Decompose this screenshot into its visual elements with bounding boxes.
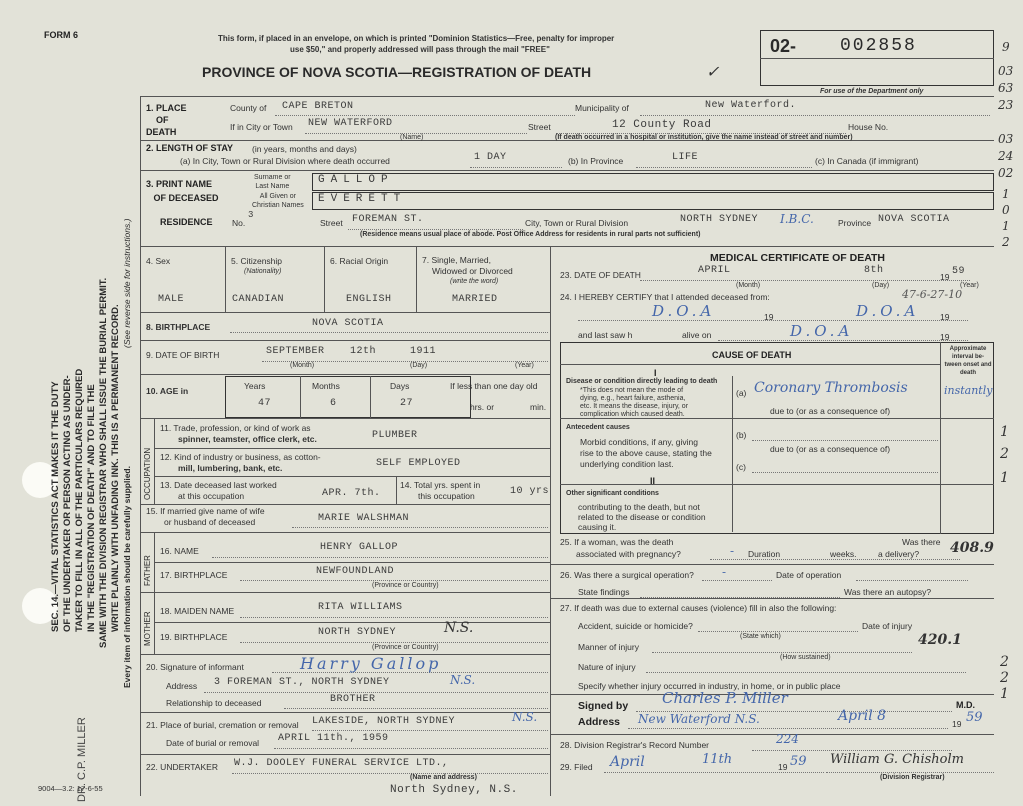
registrar-num: 224 <box>776 732 799 746</box>
morbid-1: Morbid conditions, if any, giving <box>580 437 698 447</box>
preg-label-1: 25. If a woman, was the death <box>560 537 674 547</box>
right-code-10: 2 <box>1002 235 1010 249</box>
date-injury-label: Date of injury <box>862 621 913 631</box>
alive-on-label: alive on <box>682 330 712 340</box>
last-saw-label: and last saw h <box>578 330 633 340</box>
given-box <box>312 192 994 210</box>
municipality-value: New Waterford. <box>705 100 797 111</box>
trade-value: PLUMBER <box>372 430 418 441</box>
burial-place: LAKESIDE, NORTH SYDNEY <box>312 716 456 727</box>
stay-b-label: (b) In Province <box>568 156 624 166</box>
house-label: House No. <box>848 122 889 132</box>
father-birthplace: NEWFOUNDLAND <box>316 566 395 577</box>
morbid-2: rise to the above cause, stating the <box>580 448 712 458</box>
filed-19: 19 <box>778 762 788 772</box>
filed-day: 11th <box>702 752 733 767</box>
municipality-label: Municipality of <box>575 103 629 113</box>
due-to-1: due to (or as a consequence of) <box>770 406 891 416</box>
med-code-5: 1 <box>1000 686 1009 702</box>
mother-hint: (Province or Country) <box>372 644 439 651</box>
days-label: Days <box>390 381 410 391</box>
mother-maiden: RITA WILLIAMS <box>318 602 403 613</box>
med-code-3: 2 <box>1000 654 1009 670</box>
min-label: min. <box>530 402 547 412</box>
marital-label-1: 7. Single, Married, <box>422 255 491 265</box>
margin-line-3: TAKER TO FILL IN ALL OF THE PARTICULARS REQUIRED <box>74 368 85 632</box>
father-side: FATHER <box>143 555 152 586</box>
cause-a-interval: instantly <box>944 384 993 397</box>
place-label: 1. PLACE OF DEATH <box>146 103 187 137</box>
manner-label: Manner of injury <box>578 642 639 652</box>
right-code-3: 23 <box>998 98 1014 112</box>
antecedent-label: Antecedent causes <box>566 424 630 431</box>
spouse-value: MARIE WALSHMAN <box>318 513 410 524</box>
city-label: If in City or Town <box>230 122 293 132</box>
residence-no: 3 <box>248 210 254 220</box>
right-code-0: 9 <box>1002 40 1010 54</box>
burial-place-label: 21. Place of burial, cremation or removal <box>146 720 299 730</box>
dob-month: SEPTEMBER <box>266 346 325 357</box>
attended-19: 19 <box>764 312 774 322</box>
residence-no-label: No. <box>232 218 246 228</box>
county-label: County of <box>230 103 267 113</box>
direct-label-1: Disease or condition directly leading to death <box>566 378 718 385</box>
informant-address-hand: N.S. <box>450 673 476 687</box>
informant-signature: Harry Gallop <box>300 654 442 673</box>
surgery-date-label: Date of operation <box>776 570 842 580</box>
spouse-label-1: 15. If married give name of wife <box>146 506 265 516</box>
father-birthplace-label: 17. BIRTHPLACE <box>160 570 228 580</box>
direct-label-4: etc. It means the disease, injury, or <box>580 403 689 410</box>
dob-day-hint: (Day) <box>410 362 428 369</box>
industry-label-1: 12. Kind of industry or business, as cotton- <box>160 452 321 462</box>
md-label: M.D. <box>956 700 975 710</box>
signed-label: Signed by <box>578 700 629 712</box>
burial-date: APRIL 11th., 1959 <box>278 733 389 744</box>
hospital-note: (If death occurred in a hospital or institution, give the name instead of street and number) <box>555 134 853 141</box>
right-code-4: 03 <box>998 132 1014 146</box>
reg-number: 002858 <box>840 36 917 56</box>
undertaker-label: 22. UNDERTAKER <box>146 762 218 772</box>
residence-city-label: City, Town or Rural Division <box>525 218 629 228</box>
filed-month: April <box>610 754 645 770</box>
death-date-year: 59 <box>952 266 966 277</box>
code-420: 420.1 <box>918 632 962 648</box>
right-code-6: 02 <box>998 166 1014 180</box>
total-label-1: 14. Total yrs. spent in <box>400 480 481 490</box>
physician-signature: Charles P. Miller <box>662 689 788 707</box>
filed-label: 29. Filed <box>560 762 593 772</box>
street-label: Street <box>528 122 551 132</box>
months-label: Months <box>312 381 340 391</box>
direct-label-3: dying, e.g., heart failure, asthenia, <box>580 395 686 402</box>
trade-label-1: 11. Trade, profession, or kind of work as <box>160 423 311 433</box>
filed-year: 59 <box>790 754 807 769</box>
informant-address-label: Address <box>166 681 198 691</box>
margin-line-6: WRITE PLAINLY WITH UNFADING INK. THIS IS A PERMANENT RECORD. <box>110 304 121 632</box>
other-1: contributing to the death, but not <box>578 502 700 512</box>
delivery-hand: 408.9 <box>950 540 994 556</box>
industry-value: SELF EMPLOYED <box>376 458 461 469</box>
duration-label: Duration <box>748 549 781 559</box>
margin-line-8: (See reverse side for instructions.) <box>122 218 132 348</box>
citizen-hint: (Nationality) <box>244 268 282 275</box>
state-which: (State which) <box>740 633 781 640</box>
death-year-hint: (Year) <box>960 282 979 289</box>
death-day-hint: (Day) <box>872 282 890 289</box>
cause-a-label: (a) <box>736 388 747 398</box>
stay-label: 2. LENGTH OF STAY <box>146 143 234 153</box>
right-code-2: 63 <box>998 81 1014 95</box>
registrar-num-label: 28. Division Registrar's Record Number <box>560 740 710 750</box>
alive-on-value: D.O.A <box>790 322 854 340</box>
death-date-19: 19 <box>940 272 950 282</box>
roman-1: I <box>654 368 657 378</box>
weeks-label: weeks. <box>830 549 857 559</box>
mail-notice-1: This form, if placed in an envelope, on which is printed "Dominion Statistics—Free, penalty for improper <box>218 34 615 43</box>
date-signed: April 8 <box>838 708 887 724</box>
form-number: FORM 6 <box>44 30 79 40</box>
specify-label: Specify whether injury occurred in industry, in home, or in public place <box>578 681 841 691</box>
last-worked-label-1: 13. Date deceased last worked <box>160 480 277 490</box>
doctor-name: DR. C.P. MILLER <box>76 717 88 802</box>
code-hand: 47-6-27-10 <box>902 288 963 301</box>
dob-day: 12th <box>350 346 377 357</box>
margin-line-7: Every item of information should be carefully supplied. <box>122 466 132 688</box>
spouse-label-2: or husband of deceased <box>164 517 256 527</box>
preg-value: - <box>730 544 735 558</box>
mother-birthplace: NORTH SYDNEY <box>318 627 397 638</box>
death-date-day: 8th <box>864 265 884 276</box>
cause-heading: CAUSE OF DEATH <box>712 350 792 360</box>
how-sustained: (How sustained) <box>780 654 831 661</box>
accident-label: Accident, suicide or homicide? <box>578 621 693 631</box>
external-label: 27. If death was due to external causes (violence) fill in also the following: <box>560 603 837 613</box>
attended-from: D.O.A <box>652 302 716 320</box>
father-name: HENRY GALLOP <box>320 542 399 553</box>
burial-date-label: Date of burial or removal <box>166 738 260 748</box>
residence-label: RESIDENCE <box>160 217 213 227</box>
residence-street: FOREMAN ST. <box>352 214 424 225</box>
delivery-label-2: a delivery? <box>878 549 920 559</box>
direct-label-5: complication which caused death. <box>580 411 685 418</box>
informant-sig-label: 20. Signature of informant <box>146 662 244 672</box>
surgery-label: 26. Was there a surgical operation? <box>560 570 694 580</box>
stay-c-label: (c) In Canada (if immigrant) <box>815 156 919 166</box>
surname-value: GALLOP <box>318 174 394 186</box>
nature-label: Nature of injury <box>578 662 636 672</box>
undertaker-address: North Sydney, N.S. <box>390 784 518 796</box>
relationship-label: Relationship to deceased <box>166 698 262 708</box>
registrar-hint: (Division Registrar) <box>880 774 945 781</box>
alive-on-19: 19 <box>940 332 950 342</box>
margin-line-5: SAME WITH THE DIVISION REGISTRAR WHO SHALL ISSUE THE BURIAL PERMIT. <box>98 277 109 648</box>
racial-value: ENGLISH <box>346 294 392 305</box>
cause-a-value: Coronary Thrombosis <box>754 380 908 396</box>
father-hint: (Province or Country) <box>372 582 439 589</box>
residence-street-label: Street <box>320 218 343 228</box>
years-label: Years <box>244 381 266 391</box>
age-days: 27 <box>400 398 414 409</box>
dob-year: 1911 <box>410 346 437 357</box>
residence-province: NOVA SCOTIA <box>878 214 950 225</box>
morbid-3: underlying condition last. <box>580 459 674 469</box>
occupation-side: OCCUPATION <box>143 447 152 500</box>
industry-label-2: mill, lumbering, bank, etc. <box>178 463 283 473</box>
other-label: Other significant conditions <box>566 490 659 497</box>
last-worked-label-2: at this occupation <box>178 491 245 501</box>
interval-heading: Approximate interval be-tween onset and death <box>944 346 992 376</box>
mother-side: MOTHER <box>143 611 152 646</box>
surgery-value: - <box>722 565 727 579</box>
death-date-month: APRIL <box>698 265 731 276</box>
street-value: 12 County Road <box>612 119 712 131</box>
total-value: 10 yrs <box>510 486 550 497</box>
undertaker-name: W.J. DOOLEY FUNERAL SERVICE LTD., <box>234 758 449 769</box>
check-mark: ✓ <box>706 62 720 81</box>
dob-year-hint: (Year) <box>515 362 534 369</box>
county-value: CAPE BRETON <box>282 101 354 112</box>
name-label: 3. PRINT NAME OF DECEASED <box>146 179 219 203</box>
relationship-value: BROTHER <box>330 694 376 705</box>
mother-birthplace-label: 19. BIRTHPLACE <box>160 632 228 642</box>
given-value: EVERETT <box>318 193 407 205</box>
attended-label: 24. I HEREBY CERTIFY that I attended deceased from: <box>560 292 770 302</box>
sex-label: 4. Sex <box>146 256 171 266</box>
surname-label: Surname or Last Name <box>254 174 291 190</box>
right-code-8: 0 <box>1002 203 1010 217</box>
delivery-label-1: Was there <box>902 537 941 547</box>
trade-label-2: spinner, teamster, office clerk, etc. <box>178 434 317 444</box>
sex-value: MALE <box>158 294 185 305</box>
city-value: NEW WATERFORD <box>308 118 393 129</box>
cause-c-label: (c) <box>736 462 746 472</box>
stay-b-value: LIFE <box>672 152 699 163</box>
less-than-day: If less than one day old <box>450 381 538 391</box>
reg-prefix: 02- <box>770 36 797 56</box>
undertaker-hint: (Name and address) <box>410 774 477 781</box>
med-code-1: 2 <box>1000 446 1009 462</box>
med-code-2: 1 <box>1000 470 1009 486</box>
hrs-label: hrs. or <box>470 402 495 412</box>
birthplace-value: NOVA SCOTIA <box>312 318 384 329</box>
mother-maiden-label: 18. MAIDEN NAME <box>160 606 235 616</box>
med-code-0: 1 <box>1000 424 1009 440</box>
registrar-signature: William G. Chisholm <box>830 752 964 767</box>
residence-city: NORTH SYDNEY <box>680 214 759 225</box>
death-month-hint: (Month) <box>736 282 761 289</box>
margin-line-2: OF THE UNDERTAKER OR PERSON ACTING AS UNDER- <box>62 375 73 632</box>
direct-label-2: *This does not mean the mode of <box>580 387 684 394</box>
burial-place-hand: N.S. <box>512 710 538 724</box>
physician-address-label: Address <box>578 716 621 728</box>
mother-birthplace-hand: N.S. <box>444 620 474 636</box>
given-label: All Given or Christian Names <box>252 193 304 209</box>
stay-a-label: (a) In City, Town or Rural Division where death occurred <box>180 156 390 166</box>
informant-address: 3 FOREMAN ST., NORTH SYDNEY <box>214 677 390 688</box>
preg-label-2: associated with pregnancy? <box>576 549 681 559</box>
right-code-1: 03 <box>998 64 1014 78</box>
due-to-2: due to (or as a consequence of) <box>770 444 891 454</box>
print-code: 9004—3.2: 17-6-55 <box>38 784 103 793</box>
dept-use: For use of the Department only <box>820 88 924 95</box>
other-2: related to the disease or condition <box>578 512 706 522</box>
residence-city-hand: I.B.C. <box>780 212 814 226</box>
state-findings: State findings <box>578 587 630 597</box>
marital-label-2: Widowed or Divorced <box>432 266 513 276</box>
age-years: 47 <box>258 398 272 409</box>
date-signed-year: 59 <box>966 710 983 725</box>
stay-a-value: 1 DAY <box>474 152 507 163</box>
right-code-9: 1 <box>1002 219 1010 233</box>
margin-line-4: IN THE "REGISTRATION OF DEATH" AND TO FILE THE <box>86 384 97 632</box>
right-code-5: 24 <box>998 149 1014 163</box>
dob-month-hint: (Month) <box>290 362 315 369</box>
other-3: causing it. <box>578 522 617 532</box>
med-code-4: 2 <box>1000 670 1009 686</box>
age-months: 6 <box>330 398 337 409</box>
margin-line-1: SEC. 14.—VITAL STATISTICS ACT MAKES IT THE DUTY <box>50 381 61 632</box>
citizen-value: CANADIAN <box>232 294 285 305</box>
physician-address: New Waterford N.S. <box>638 712 760 726</box>
autopsy-label: Was there an autopsy? <box>844 587 932 597</box>
marital-value: MARRIED <box>452 294 498 305</box>
racial-label: 6. Racial Origin <box>330 256 389 266</box>
dob-label: 9. DATE OF BIRTH <box>146 350 220 360</box>
age-label: 10. AGE in <box>146 386 189 396</box>
residence-province-label: Province <box>838 218 872 228</box>
right-code-7: 1 <box>1002 187 1010 201</box>
cause-b-label: (b) <box>736 430 747 440</box>
stay-hint: (in years, months and days) <box>252 144 357 154</box>
father-name-label: 16. NAME <box>160 546 199 556</box>
marital-hint: (write the word) <box>450 278 499 285</box>
total-label-2: this occupation <box>418 491 475 501</box>
birthplace-label: 8. BIRTHPLACE <box>146 322 211 332</box>
surname-box <box>312 173 994 191</box>
attended-to: D.O.A <box>856 302 920 320</box>
attended-19b: 19 <box>940 312 950 322</box>
roman-2: II <box>650 476 656 486</box>
residence-note: (Residence means usual place of abode. Post Office Address for residents in rural parts not sufficient) <box>360 231 701 238</box>
medical-heading: MEDICAL CERTIFICATE OF DEATH <box>710 252 885 264</box>
city-name-hint: (Name) <box>400 134 424 141</box>
last-worked-value: APR. 7th. <box>322 488 381 499</box>
citizen-label: 5. Citizenship <box>231 256 283 266</box>
date-signed-19: 19 <box>952 719 962 729</box>
mail-notice-2: use $50," and properly addressed will pass through the mail "FREE" <box>290 45 550 54</box>
form-title: PROVINCE OF NOVA SCOTIA—REGISTRATION OF DEATH <box>202 64 592 80</box>
death-date-label: 23. DATE OF DEATH <box>560 270 641 280</box>
